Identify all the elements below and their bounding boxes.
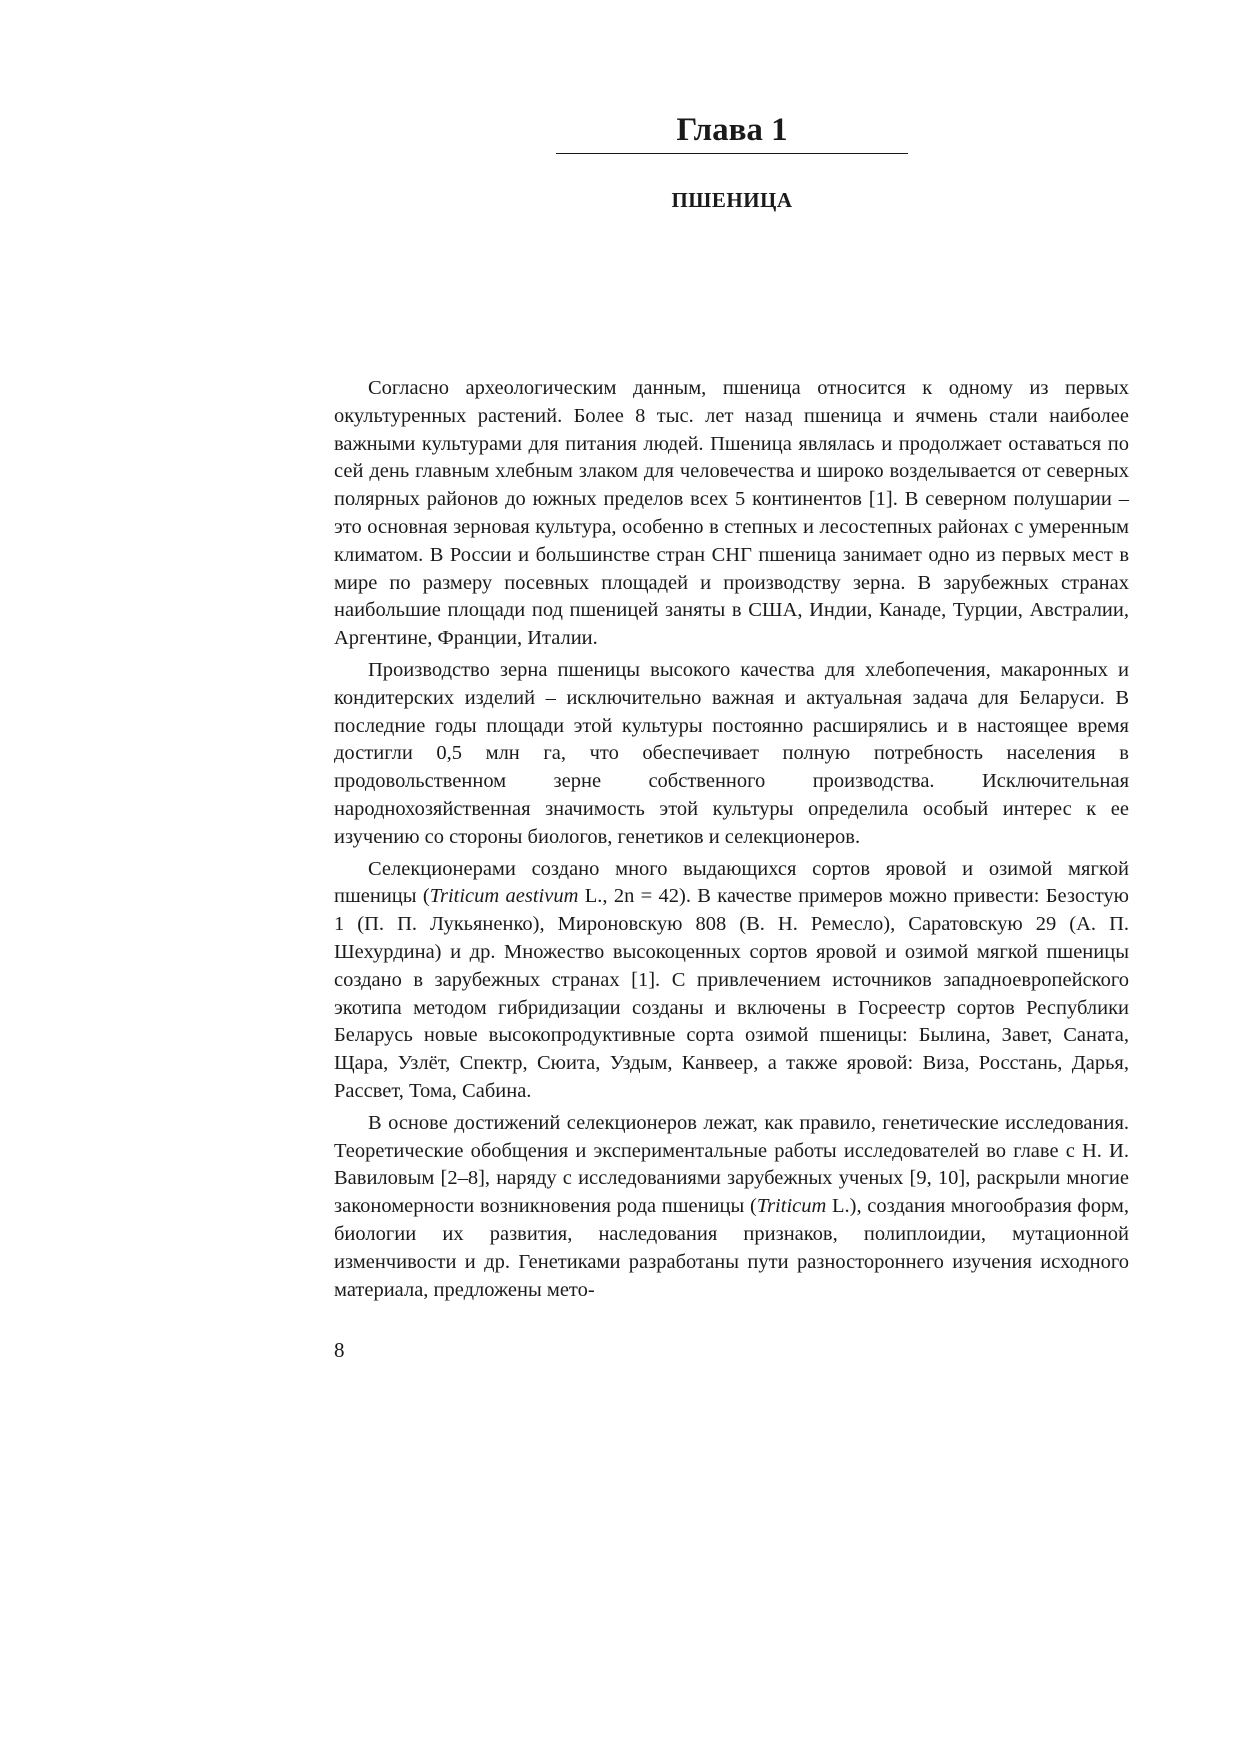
chapter-divider — [556, 153, 908, 154]
paragraph-1: Согласно археологическим данным, пшеница относится к одному из первых окультуренных растений. Более 8 тыс. лет назад пшеница и ячмень стали наиболее важными культурами для питания людей. Пшеница являлась и продолжает оставаться по сей день главным хлебным злаком для человечества и широко возделывается от северных полярных районов до южных пределов всех 5 континентов [1]. В северном полушарии – это основная зерновая культура, особенно в степных и лесостепных районах с умеренным климатом. В России и большинстве стран СНГ пшеница занимает одно из первых мест в мире по размеру посевных площадей и производству зерна. В зарубежных странах наибольшие площади под пшеницей заняты в США, Индии, Канаде, Турции, Австралии, Аргентине, Франции, Италии. — [334, 377, 1129, 650]
paragraph-4-text-a: В основе достижений селекционеров лежат, как правило, генетические исследования. Теоретические обобщения и экспериментальные работы исследователей во главе с Н. И. Вавиловым [2–8], наряду с исследованиями зарубежных ученых [9, 10], раскрыли многие закономерности возникновения рода пшеницы ( — [334, 1111, 1129, 1218]
paragraph-3-text-a: Селекционерами создано много выдающихся сортов яровой и озимой мягкой пшеницы ( — [334, 857, 1129, 908]
genus-name-italic: Triticum — [756, 1195, 827, 1218]
page-number: 8 — [334, 1338, 345, 1362]
body-text — [334, 375, 1129, 1304]
chapter-label: Глава 1 — [676, 112, 788, 148]
chapter-title: ПШЕНИЦА — [671, 188, 793, 212]
paragraph-4 — [334, 1110, 1129, 1305]
species-name-italic: Triticum aestivum — [429, 885, 579, 908]
paragraph-4-text-b: L.), создания многообразия форм, биологии их развития, наследования признаков, полиплоидии, мутационной изменчивости и др. Генетиками разработаны пути разностороннего изучения исходного материала, предложены мето- — [334, 1195, 1130, 1301]
paragraph-2: Производство зерна пшеницы высокого качества для хлебопечения, макаронных и кондитерских изделий – исключительно важная и актуальная задача для Беларуси. В последние годы площади этой культуры постоянно расширялись и в настоящее время достигли 0,5 млн га, что обеспечивает полную потребность населения в продовольственном зерне собственного производства. Исключительная народнохозяйственная значимость этой культуры определила особый интерес к ее изучению со стороны биологов, генетиков и селекционеров. — [334, 658, 1129, 848]
paragraph-3-text-b: L., 2n = 42). В качестве примеров можно привести: Безостую 1 (П. П. Лукьяненко), Мироновскую 808 (В. Н. Ремесло), Саратовскую 29 (А. П. Шехурдина) и др. Множество высокоценных сортов яровой и озимой мягкой пшеницы создано в зарубежных странах [1]. С привлечением источников западноевропейского экотипа методом гибридизации созданы и включены в Госреестр сортов Республики Беларусь новые высокопродуктивные сорта озимой пшеницы: Былина, Завет, Саната, Щара, Узлёт, Спектр, Сюита, Уздым, Канвеер, а также яровой: Виза, Росстань, Дарья, Рассвет, Тома, Сабина. — [334, 885, 1130, 1102]
paragraph-3 — [334, 856, 1129, 1106]
